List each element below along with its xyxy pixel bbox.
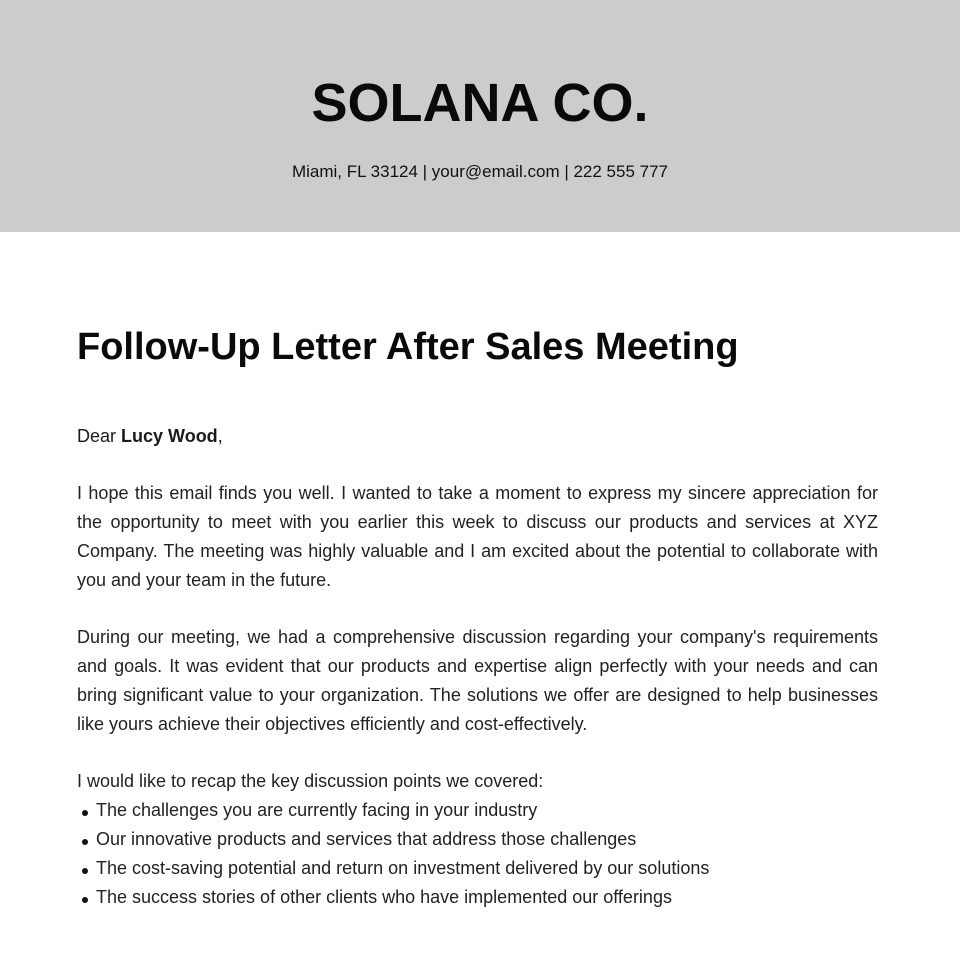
bullet-icon xyxy=(82,810,88,816)
letter-body xyxy=(0,324,960,912)
list-item xyxy=(77,796,878,825)
contact-line: Miami, FL 33124 | your@email.com | 222 555 777 xyxy=(291,162,669,181)
list-item-text: The cost-saving potential and return on investment delivered by our solutions xyxy=(96,858,710,878)
recipient-name: Lucy Wood xyxy=(121,426,218,446)
salutation xyxy=(77,422,878,451)
list-item xyxy=(77,854,878,883)
recap-intro: I would like to recap the key discussion points we covered: xyxy=(77,771,544,791)
list-item-text: The challenges you are currently facing in your industry xyxy=(96,800,538,820)
bullet-icon xyxy=(82,868,88,874)
letterhead xyxy=(0,0,960,232)
list-item xyxy=(77,883,878,912)
paragraph-discussion: During our meeting, we had a comprehensive discussion regarding your company's requirements and goals. It was evident that our products and expertise align perfectly with your needs and can bring significant value to your organization. The solutions we offer are designed to help businesses like yours achieve their objectives efficiently and cost-effectively. xyxy=(77,627,878,734)
list-item-text: The success stories of other clients who have implemented our offerings xyxy=(96,887,672,907)
company-name: SOLANA CO. xyxy=(311,73,649,133)
list-item xyxy=(77,825,878,854)
bullet-icon xyxy=(82,839,88,845)
salutation-suffix: , xyxy=(217,426,223,446)
bullet-icon xyxy=(82,897,88,903)
paragraph-intro: I hope this email finds you well. I wanted to take a moment to express my sincere appreciation for the opportunity to meet with you earlier this week to discuss our products and services at XYZ Company. The meeting was highly valuable and I am excited about the potential to collaborate with you and your team in the future. xyxy=(77,483,878,590)
recap-list xyxy=(77,796,878,912)
salutation-prefix: Dear xyxy=(77,426,122,446)
list-item-text: Our innovative products and services that address those challenges xyxy=(96,829,637,849)
letter-title: Follow-Up Letter After Sales Meeting xyxy=(77,326,739,368)
